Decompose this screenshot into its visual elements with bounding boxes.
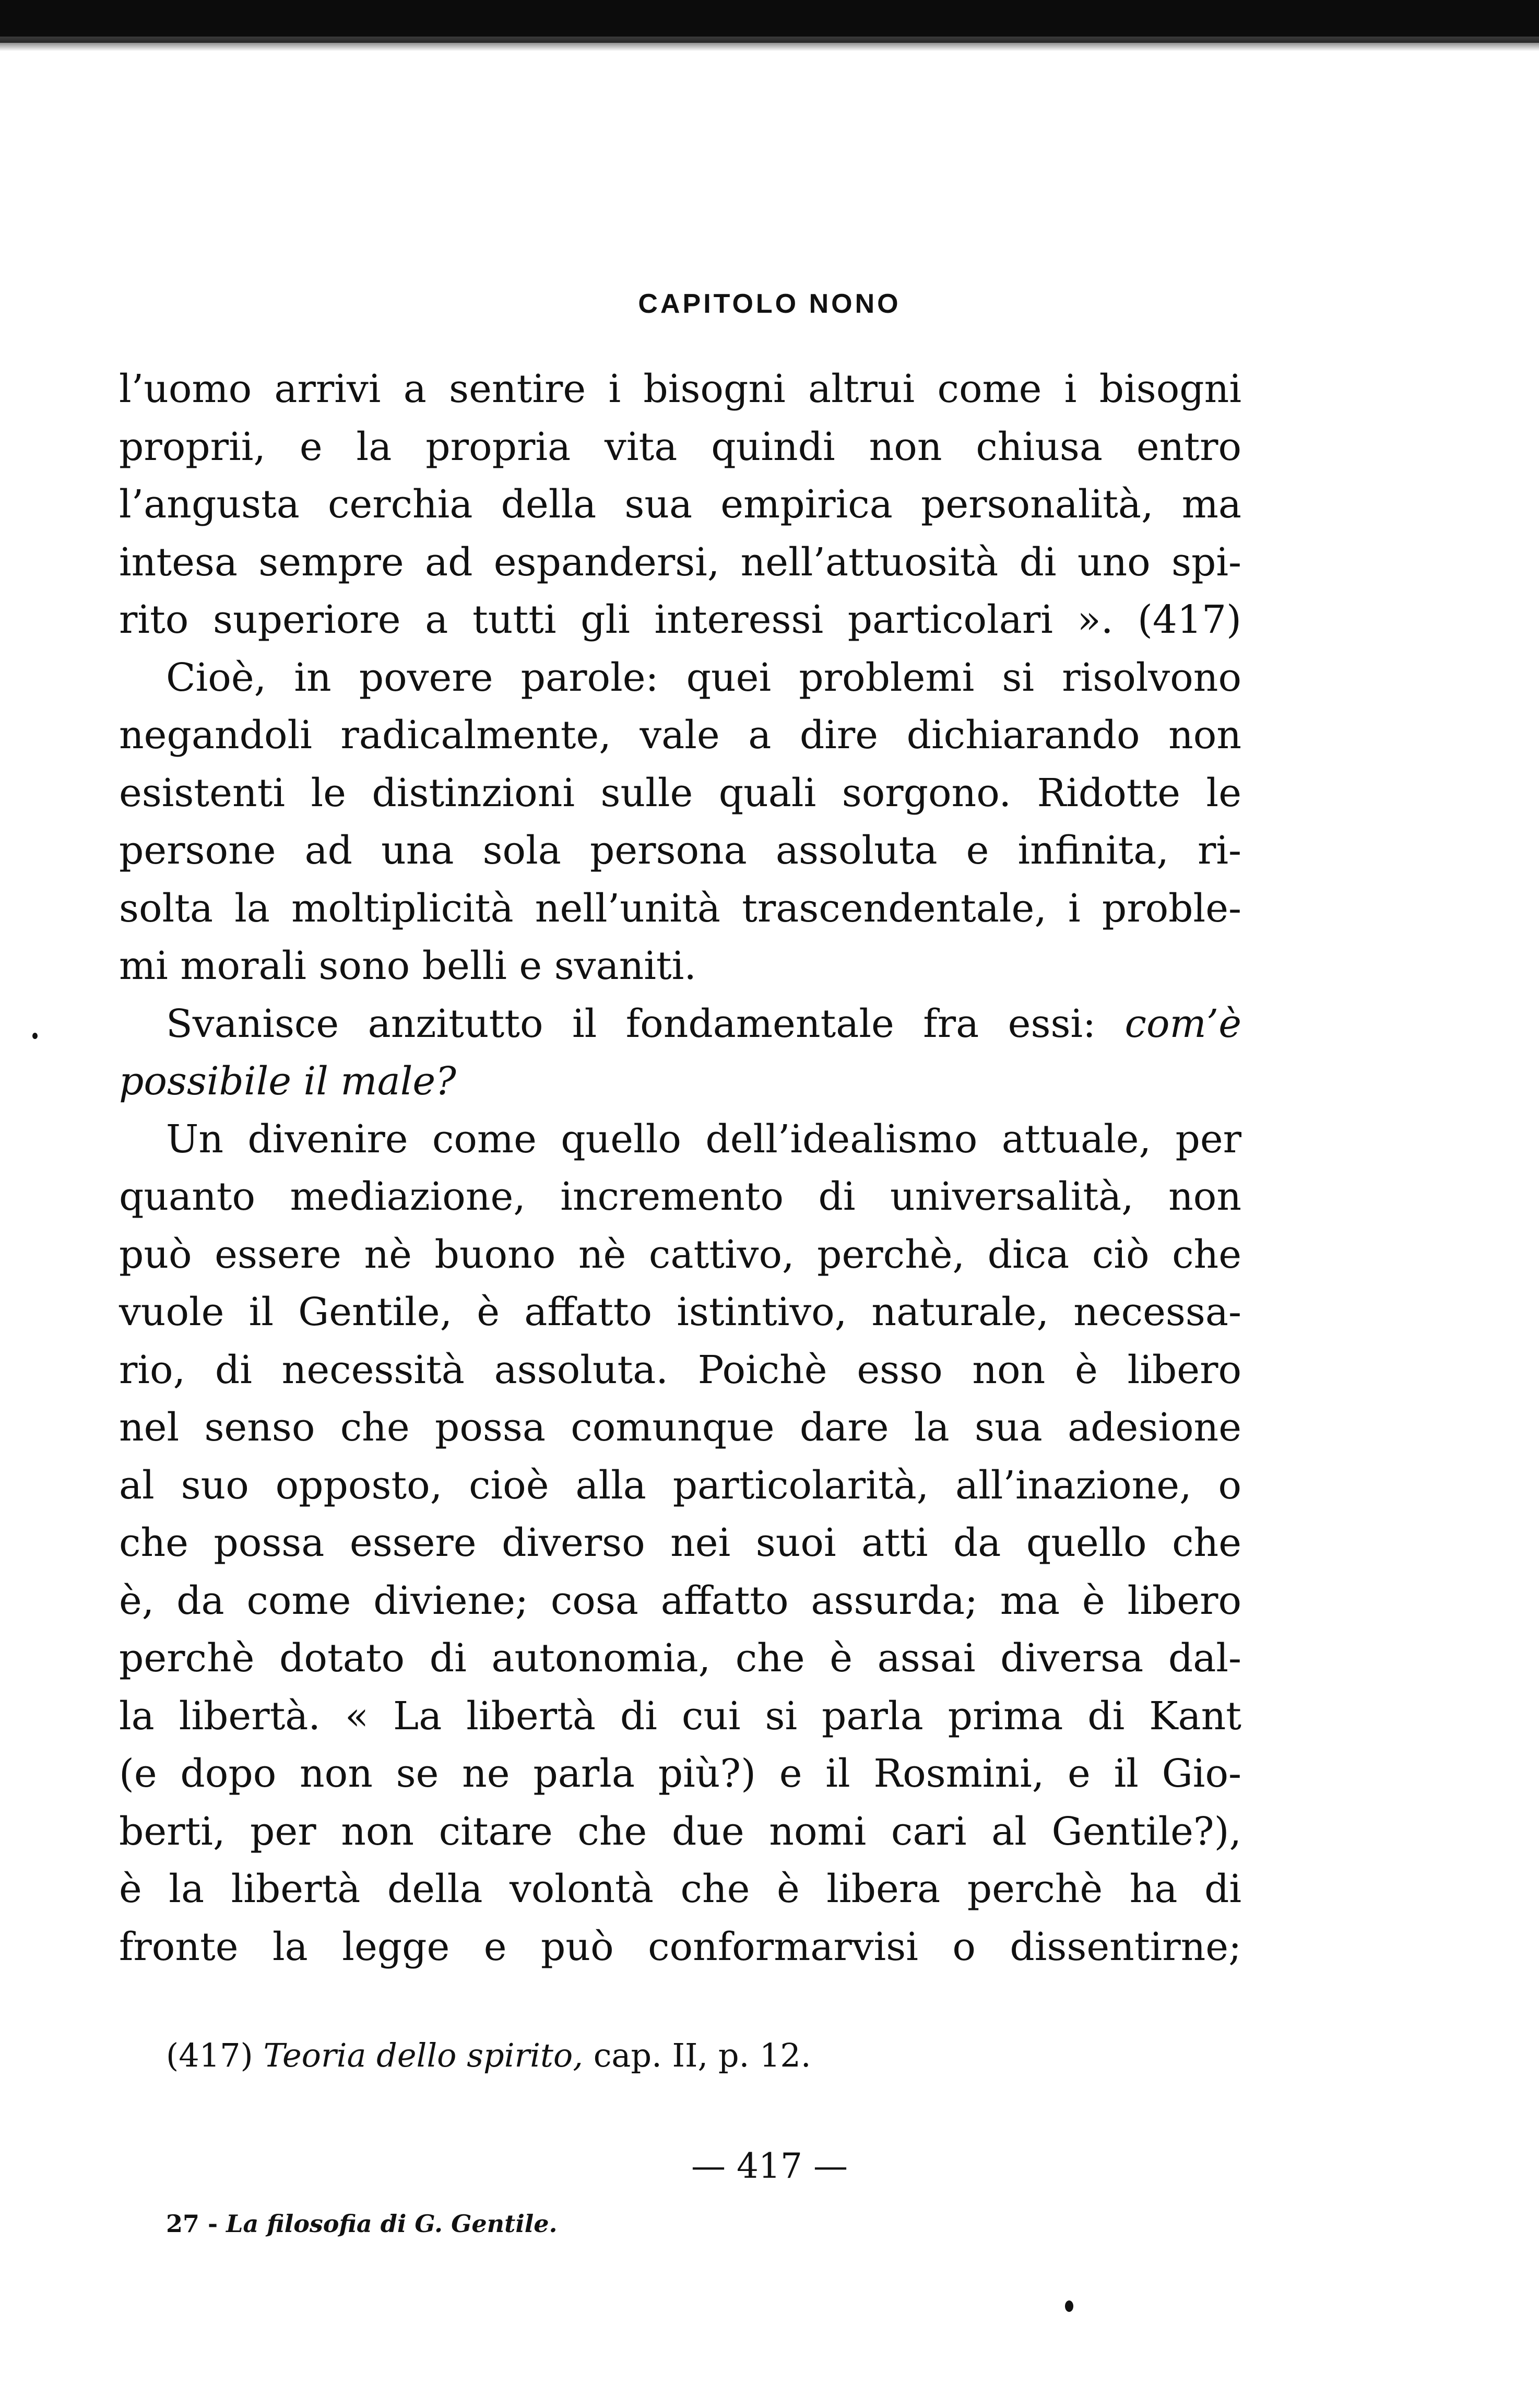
scan-top-edge bbox=[0, 0, 1539, 43]
text-line: rito superiore a tutti gli interessi particolari ». (417) bbox=[119, 597, 1241, 642]
text-line: (e dopo non se ne parla più?) e il Rosmini, e il Gio- bbox=[119, 1751, 1241, 1796]
text-line: l’uomo arrivi a sentire i bisogni altrui come i bisogni bbox=[119, 367, 1241, 411]
text-line: la libertà. « La libertà di cui si parla prima di Kant bbox=[119, 1693, 1241, 1739]
text-line bbox=[119, 995, 1241, 1053]
footnote-marker: (417) bbox=[166, 2036, 253, 2074]
text-line: l’angusta cerchia della sua empirica personalità, ma bbox=[119, 482, 1241, 527]
text-line: negandoli radicalmente, vale a dire dichiarando non bbox=[119, 713, 1241, 758]
text-line: persone ad una sola persona assoluta e infinita, ri- bbox=[119, 828, 1241, 873]
footnote bbox=[166, 2036, 811, 2074]
text-line: Cioè, in povere parole: quei problemi si risolvono bbox=[166, 655, 1241, 700]
footnote-reference: cap. II, p. 12. bbox=[593, 2036, 811, 2074]
text-segment-italic: possibile il male? bbox=[119, 1059, 456, 1104]
text-line: vuole il Gentile, è affatto istintivo, naturale, necessa- bbox=[119, 1290, 1241, 1335]
text-line: intesa sempre ad espandersi, nell’attuosità di uno spi- bbox=[119, 539, 1241, 585]
text-segment-italic: com’è bbox=[1124, 1001, 1241, 1046]
signature-number: 27 - bbox=[166, 2210, 218, 2238]
footnote-title: Teoria dello spirito, bbox=[263, 2036, 583, 2074]
signature-title: La filosofia di G. Gentile. bbox=[226, 2210, 558, 2238]
text-line: perchè dotato di autonomia, che è assai diversa dal- bbox=[119, 1636, 1241, 1681]
running-head: CAPITOLO NONO bbox=[638, 289, 901, 319]
text-line: solta la moltiplicità nell’unità trascendentale, i proble- bbox=[119, 886, 1241, 931]
printer-signature bbox=[166, 2210, 558, 2238]
text-line: può essere nè buono nè cattivo, perchè, dica ciò che bbox=[119, 1232, 1241, 1277]
text-line: berti, per non citare che due nomi cari al Gentile?), bbox=[119, 1809, 1241, 1854]
ink-speck bbox=[32, 1033, 38, 1039]
text-segment: Svanisce anzitutto il fondamentale fra essi: bbox=[166, 1001, 1096, 1046]
text-line bbox=[119, 1053, 1241, 1111]
text-line: quanto mediazione, incremento di universalità, non bbox=[119, 1174, 1241, 1219]
ink-speck bbox=[1065, 2300, 1073, 2312]
page-number: — 417 — bbox=[691, 2146, 848, 2186]
text-line: è, da come diviene; cosa affatto assurda; ma è libero bbox=[119, 1578, 1241, 1623]
text-line: che possa essere diverso nei suoi atti da quello che bbox=[119, 1520, 1241, 1565]
text-line: fronte la legge e può conformarvisi o dissentirne; bbox=[119, 1924, 1241, 1969]
text-line: proprii, e la propria vita quindi non chiusa entro bbox=[119, 424, 1241, 469]
text-line: è la libertà della volontà che è libera perchè ha di bbox=[119, 1867, 1241, 1911]
text-line: nel senso che possa comunque dare la sua adesione bbox=[119, 1405, 1241, 1450]
text-line: al suo opposto, cioè alla particolarità, all’inazione, o bbox=[119, 1462, 1241, 1508]
body-text bbox=[119, 360, 1241, 1976]
text-line: mi morali sono belli e svaniti. bbox=[119, 943, 696, 988]
text-line: rio, di necessità assoluta. Poichè esso non è libero bbox=[119, 1347, 1241, 1392]
text-line: Un divenire come quello dell’idealismo attuale, per bbox=[166, 1116, 1241, 1162]
text-line: esistenti le distinzioni sulle quali sorgono. Ridotte le bbox=[119, 770, 1241, 816]
